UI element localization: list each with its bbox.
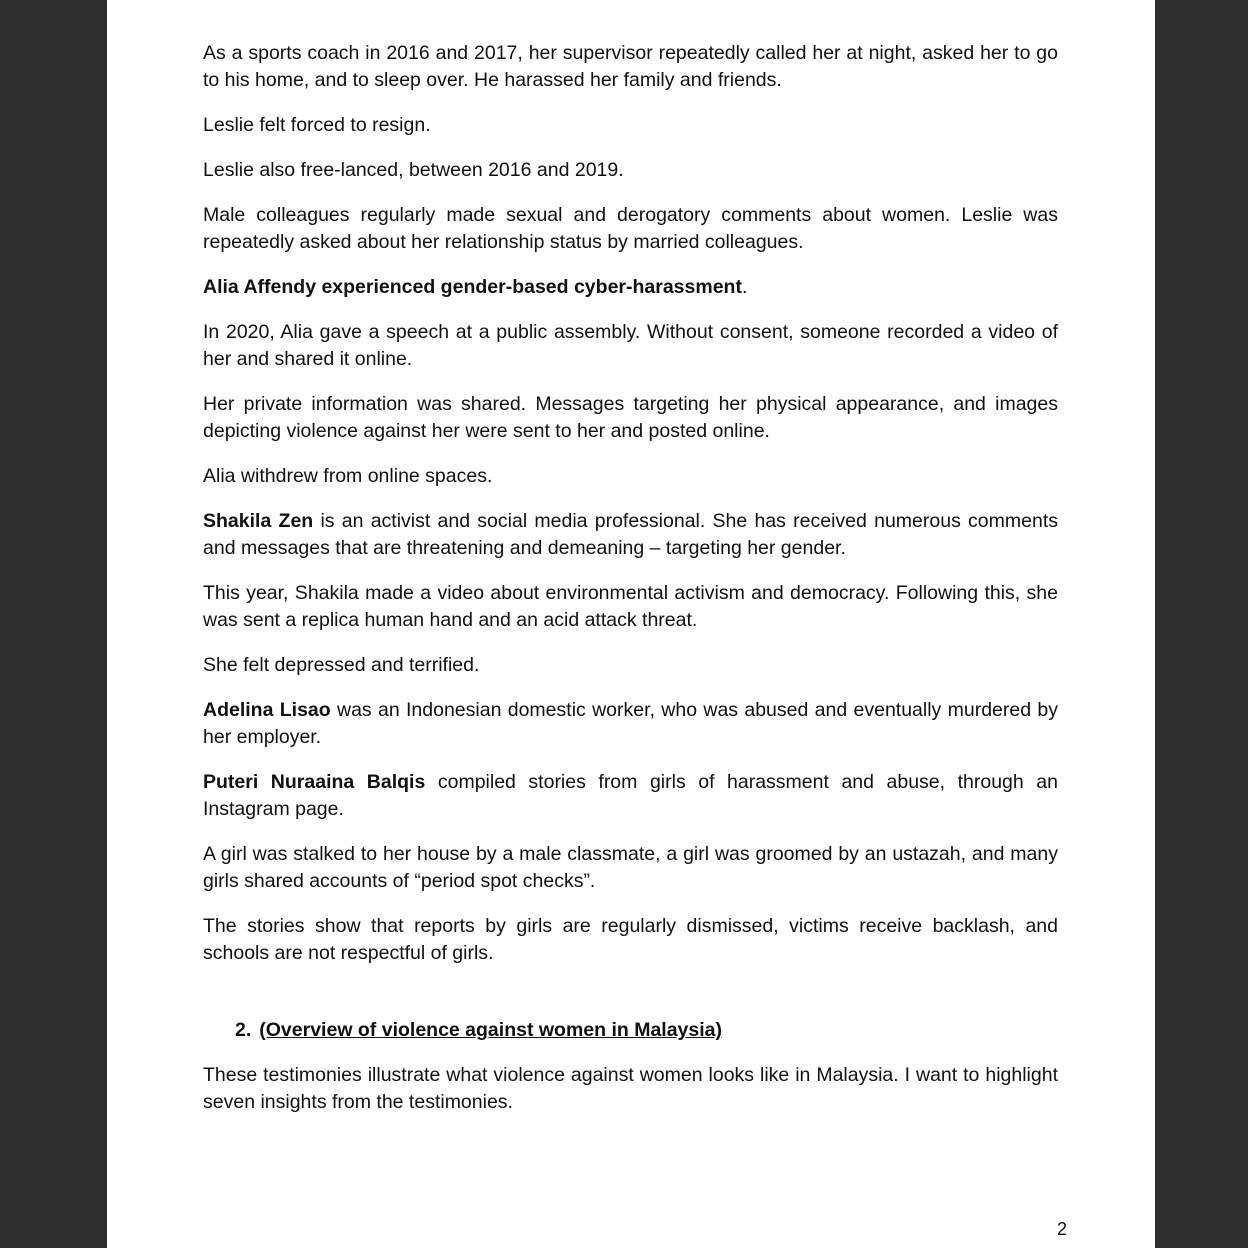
- section-title: (Overview of violence against women in Malaysia): [259, 1019, 723, 1041]
- paragraph: Adelina Lisao was an Indonesian domestic worker, who was abused and eventually murdered by her employer.: [203, 699, 1058, 748]
- document-page: [107, 0, 1155, 1248]
- page-number: 2: [1056, 1219, 1067, 1239]
- paragraph: In 2020, Alia gave a speech at a public assembly. Without consent, someone recorded a video of her and shared it online.: [203, 321, 1058, 370]
- paragraph: Leslie also free-lanced, between 2016 and 2019.: [203, 159, 624, 181]
- paragraph: Alia withdrew from online spaces.: [203, 465, 493, 487]
- paragraph: Her private information was shared. Messages targeting her physical appearance, and images depicting violence against her were sent to her and posted online.: [203, 393, 1058, 442]
- paragraph: As a sports coach in 2016 and 2017, her supervisor repeatedly called her at night, asked her to go to his home, and to sleep over. He harassed her family and friends.: [203, 42, 1058, 91]
- paragraph: A girl was stalked to her house by a male classmate, a girl was groomed by an ustazah, and many girls shared accounts of “period spot checks”.: [203, 843, 1058, 892]
- paragraph: Puteri Nuraaina Balqis compiled stories from girls of harassment and abuse, through an Instagram page.: [203, 771, 1058, 820]
- section-heading: [203, 1017, 1058, 1044]
- paragraph: Shakila Zen is an activist and social media professional. She has received numerous comments and messages that are threatening and demeaning – targeting her gender.: [203, 510, 1058, 559]
- paragraph: Leslie felt forced to resign.: [203, 114, 431, 136]
- paragraph: Alia Affendy experienced gender-based cyber-harassment.: [203, 276, 748, 298]
- page-content: [203, 40, 1058, 1134]
- section-number: 2.: [235, 1019, 252, 1041]
- paragraph: Male colleagues regularly made sexual and derogatory comments about women. Leslie was repeatedly asked about her relationship status by married colleagues.: [203, 204, 1058, 253]
- section-paragraph: These testimonies illustrate what violence against women looks like in Malaysia. I want to highlight seven insights from the testimonies.: [203, 1064, 1058, 1113]
- paragraph: She felt depressed and terrified.: [203, 654, 480, 676]
- paragraph: This year, Shakila made a video about environmental activism and democracy. Following this, she was sent a replica human hand and an acid attack threat.: [203, 582, 1058, 631]
- paragraph: The stories show that reports by girls are regularly dismissed, victims receive backlash, and schools are not respectful of girls.: [203, 915, 1058, 964]
